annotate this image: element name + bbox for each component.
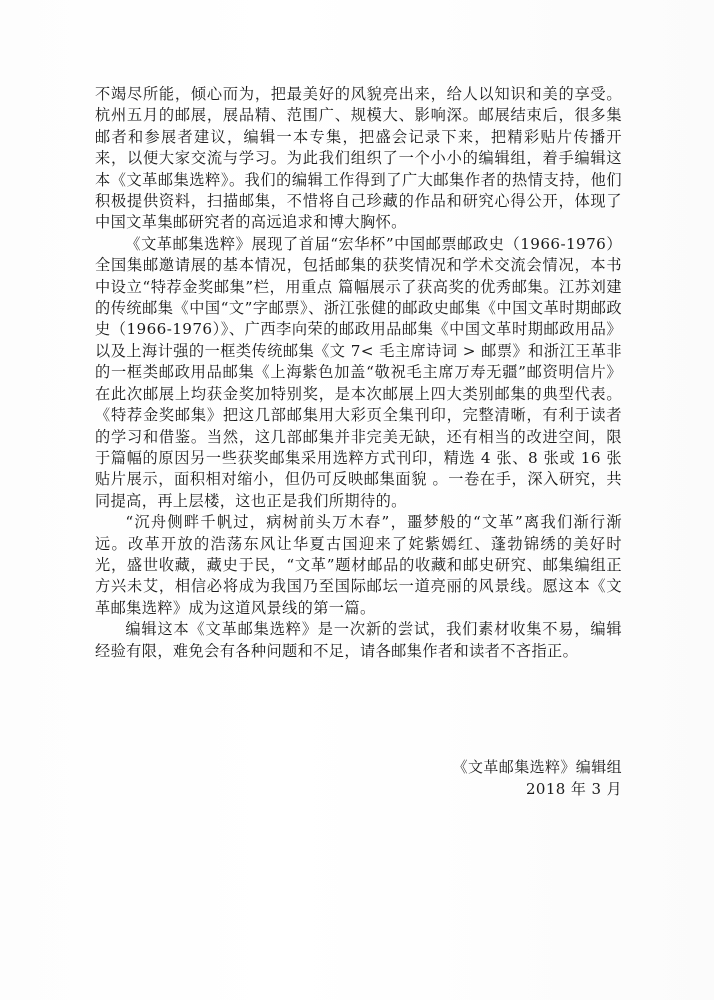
paragraph-3: “沉舟侧畔千帆过，病树前头万木春”，噩梦般的“文革”离我们渐行渐远。改革开放的浩荡东风让华夏古国迎来了姹紫嫣红、蓬勃锦绣的美好时光，盛世收藏，藏史于民，“文革”题材邮品的收藏和邮史研究、邮集编组正方兴未艾，相信必将成为我国乃至国际邮坛一道亮丽的风景线。愿这本《文革邮集选粹》成为这道风景线的第一篇。 bbox=[95, 513, 622, 617]
document-body bbox=[95, 84, 622, 662]
signature-date: 2018 年 3 月 bbox=[525, 780, 622, 798]
paragraph-4: 编辑这本《文革邮集选粹》是一次新的尝试，我们素材收集不易，编辑经验有限，难免会有各种问题和不足，请各邮集作者和读者不吝指正。 bbox=[95, 620, 622, 660]
paragraph-1: 不竭尽所能，倾心而为，把最美好的风貌亮出来，给人以知识和美的享受。杭州五月的邮展，展品精、范围广、规模大、影响深。邮展结束后，很多集邮者和参展者建议，编辑一本专集，把盛会记录下来，把精彩贴片传播开来，以便大家交流与学习。为此我们组织了一个小小的编辑组，着手编辑这本《文革邮集选粹》。我们的编辑工作得到了广大邮集作者的热情支持，他们积极提供资料，扫描邮集，不惜将自己珍藏的作品和研究心得公开，体现了中国文革集邮研究者的高远追求和博大胸怀。 bbox=[95, 85, 622, 232]
paragraph-2: 《文革邮集选粹》展现了首届“宏华杯”中国邮票邮政史（1966-1976）全国集邮邀请展的基本情况，包括邮集的获奖情况和学术交流会情况，本书中设立“特荐金奖邮集”栏，用重点 篇幅展示了获高奖的优秀邮集。江苏刘建的传统邮集《中国“文”字邮票》、浙江张健的邮政史邮集《中国文革时期邮政史（1966-1976）》、广西李向荣的邮政用品邮集《中国文革时期邮政用品》以及上海计强的一框类传统邮集《文 7< 毛主席诗词 > 邮票》和浙江王革非的一框类邮政用品邮集《上海紫色加盖“敬祝毛主席万寿无疆”邮资明信片》在此次邮展上均获金奖加特别奖，是本次邮展上四大类别邮集的典型代表。《特荐金奖邮集》把这几部邮集用大彩页全集刊印，完整清晰，有利于读者的学习和借鉴。当然，这几部邮集并非完美无缺，还有相当的改进空间，限于篇幅的原因另一些获奖邮集采用选粹方式刊印，精选 4 张、8 张或 16 张贴片展示，面积相对缩小，但仍可反映邮集面貌 。一卷在手，深入研究，共同提高，再上层楼，这也正是我们所期待的。 bbox=[95, 234, 622, 510]
signature-block bbox=[453, 756, 622, 800]
signature-organization: 《文革邮集选粹》编辑组 bbox=[452, 758, 622, 776]
